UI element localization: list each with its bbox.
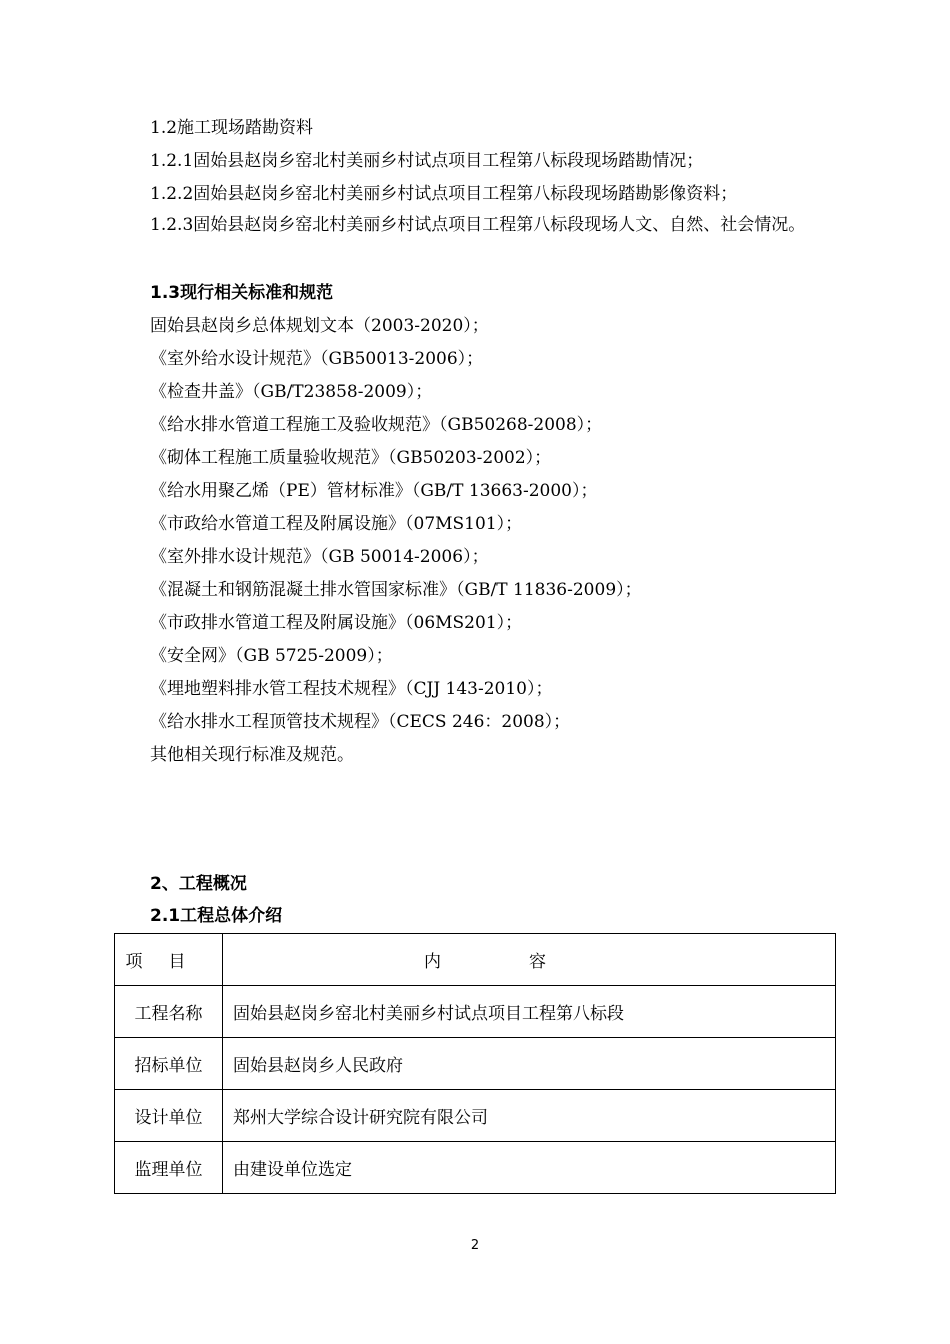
standard-item: 《市政给水管道工程及附属设施》（07MS101）； [150, 514, 523, 534]
standard-item: 《安全网》（GB 5725-2009）； [150, 646, 393, 666]
standard-item: 《给水排水工程顶管技术规程》（CECS 246：2008）； [150, 712, 571, 732]
row-label: 招标单位 [115, 1038, 223, 1090]
header-cell-content: 内容 [223, 934, 836, 986]
table-row [115, 1038, 836, 1090]
standard-item: 其他相关现行标准及规范。 [150, 745, 354, 765]
section-1-3-title: 1.3现行相关标准和规范 [150, 283, 334, 303]
row-label: 监理单位 [115, 1142, 223, 1194]
standard-item: 《室外排水设计规范》（GB 50014-2006）； [150, 547, 489, 567]
row-label: 工程名称 [115, 986, 223, 1038]
section-1-2-item: 1.2.2固始县赵岗乡窑北村美丽乡村试点项目工程第八标段现场踏勘影像资料； [150, 184, 738, 204]
standard-item: 《埋地塑料排水管工程技术规程》（CJJ 143-2010）； [150, 679, 553, 699]
section-1-2-item: 1.2.1固始县赵岗乡窑北村美丽乡村试点项目工程第八标段现场踏勘情况； [150, 151, 704, 171]
standard-item: 固始县赵岗乡总体规划文本（2003-2020）； [150, 316, 489, 336]
project-overview-table [114, 933, 836, 1194]
section-2-title: 2、工程概况 [150, 874, 247, 894]
section-2-1-title: 2.1工程总体介绍 [150, 906, 283, 926]
standard-item: 《混凝土和钢筋混凝土排水管国家标准》（GB/T 11836-2009）； [150, 580, 642, 600]
row-value: 由建设单位选定 [223, 1142, 836, 1194]
section-1-2-title: 1.2施工现场踏勘资料 [150, 118, 314, 138]
standard-item: 《给水用聚乙烯（PE）管材标准》（GB/T 13663-2000）； [150, 481, 598, 501]
standard-item: 《室外给水设计规范》（GB50013-2006）； [150, 349, 484, 369]
table-header-row [115, 934, 836, 986]
row-value: 固始县赵岗乡人民政府 [223, 1038, 836, 1090]
table-row [115, 986, 836, 1038]
table-row [115, 1090, 836, 1142]
standard-item: 《砌体工程施工质量验收规范》（GB50203-2002）； [150, 448, 552, 468]
row-label: 设计单位 [115, 1090, 223, 1142]
table-row [115, 1142, 836, 1194]
standard-item: 《给水排水管道工程施工及验收规范》（GB50268-2008）； [150, 415, 603, 435]
header-cell-item: 项目 [115, 934, 223, 986]
section-1-2-item: 1.2.3固始县赵岗乡窑北村美丽乡村试点项目工程第八标段现场人文、自然、社会情况。 [150, 215, 806, 235]
row-value: 固始县赵岗乡窑北村美丽乡村试点项目工程第八标段 [223, 986, 836, 1038]
standard-item: 《市政排水管道工程及附属设施》（06MS201）； [150, 613, 523, 633]
row-value: 郑州大学综合设计研究院有限公司 [223, 1090, 836, 1142]
page-number: 2 [470, 1238, 480, 1253]
standard-item: 《检查井盖》（GB/T23858-2009）； [150, 382, 433, 402]
